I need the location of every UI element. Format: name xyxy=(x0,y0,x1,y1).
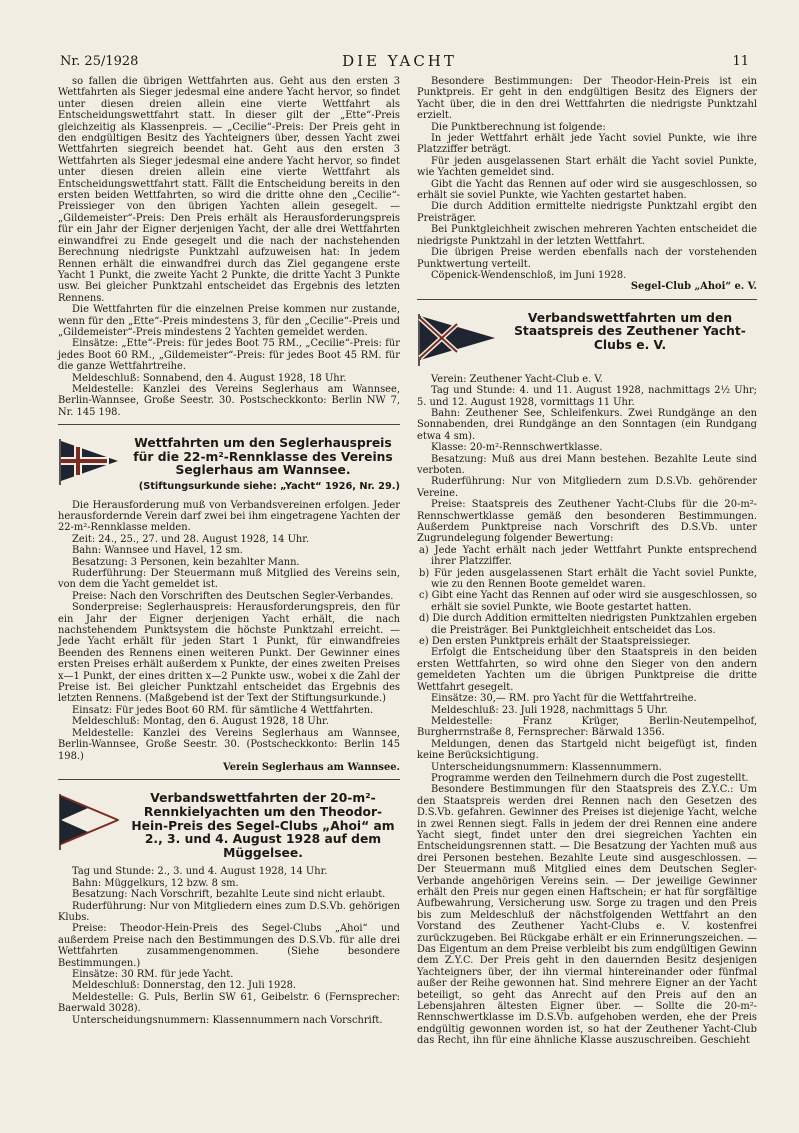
paragraph: Besondere Bestimmungen: Der Theodor-Hein-Preis ist ein Punktpreis. Er geht in den endgültigen Besitz des Eigners der Yacht über, die in den drei Wettfahrten die niedrigste Punktzahl erzielt. xyxy=(417,76,757,122)
paragraph: Zeit: 24., 25., 27. und 28. August 1928, 14 Uhr. xyxy=(72,533,310,545)
paragraph: Besatzung: 3 Personen, kein bezahlter Mann. xyxy=(72,556,300,568)
paragraph: Einsatz: Für jedes Boot 60 RM. für sämtliche 4 Wettfahrten. xyxy=(72,704,374,716)
club-burgee-icon xyxy=(417,312,497,368)
paragraph: Für jeden ausgelassenen Start erhält die Yacht soviel Punkte, wie Yachten gemeldet sind. xyxy=(417,155,757,179)
paragraph: Meldestelle: Kanzlei des Vereins Seglerhaus am Wannsee, Berlin-Wannsee, Große Seestr. 30. (Postscheckkonto: Berlin 145 198.) xyxy=(58,727,400,762)
paragraph: Bahn: Müggelkurs, 12 bzw. 8 sm. xyxy=(72,877,239,889)
paragraph: Verein: Zeuthener Yacht-Club e. V. xyxy=(431,373,603,385)
paragraph: Bahn: Zeuthener See, Schleifenkurs. Zwei Rundgänge an den Sonnabenden, drei Rundgänge an den Sonntagen (ein Rundgang etwa 4 sm). xyxy=(417,407,757,442)
divider xyxy=(58,779,400,780)
paragraph: Sonderpreise: Seglerhauspreis: Herausforderungspreis, den für ein Jahr der Eigner derjenigen Yacht erhält, die nach nachstehendem Punktsystem die höchste Punktzahl erreicht. — Jede Yacht erhält für jeden Start 1 Punkt, für einwandfreies Beenden des Rennens einen weiteren Punkt. Der Gewinner eines ersten Preises erhält außerdem x Punkte, der eines zweiten Preises x—1 Punkt, der eines dritten x—2 Punkte usw., wobei x die Zahl der Preise ist. Bei gleicher Punktzahl entscheidet das Ergebnis des letzten Rennens. (Maßgebend ist der Text der Stiftungsurkunde.) xyxy=(58,602,400,705)
paragraph: Preise: Staatspreis des Zeuthener Yacht-Clubs für die 20-m²-Rennschwertklasse gemäß den besonderen Bestimmungen. Außerdem Punktpreise nach Vorschrift des D.S.Vb. unter Zugrundelegung folgender Bewertung: xyxy=(417,499,757,545)
paragraph: Besatzung: Nach Vorschrift, bezahlte Leute sind nicht erlaubt. xyxy=(72,889,386,901)
paragraph: Ruderführung: Der Steuermann muß Mitglied des Vereins sein, von dem die Yacht gemeldet ist. xyxy=(58,568,400,591)
paragraph: Bahn: Wannsee und Havel, 12 sm. xyxy=(72,545,243,557)
paragraph: Preise: Theodor-Hein-Preis des Segel-Clubs „Ahoi“ und außerdem Preise nach den Bestimmungen des D.S.Vb. für alle drei Wettfahrten zusammengenommen. (Siehe besondere Bestimmungen.) xyxy=(58,923,400,969)
section-theodor-hein-preis xyxy=(58,792,400,860)
left-column xyxy=(58,76,400,1026)
paragraph: Einsätze: 30,— RM. pro Yacht für die Wettfahrtreihe. xyxy=(431,693,697,705)
paragraph: Meldeschluß: Montag, den 6. August 1928, 18 Uhr. xyxy=(72,716,329,728)
paragraph: Meldeschluß: Sonnabend, den 4. August 1928, 18 Uhr. xyxy=(72,372,347,384)
paragraph: Die Punktberechnung ist folgende: xyxy=(431,121,606,133)
list-item: a) Jede Yacht erhält nach jeder Wettfahrt Punkte entsprechend ihrer Platzziffer. xyxy=(419,544,757,568)
paragraph: Erfolgt die Entscheidung über den Staatspreis in den beiden ersten Wettfahrten, so wird ohne den Sieger von den andern gemeldeten Yachten um die übrigen Punktpreise die dritte Wettfahrt gesegelt. xyxy=(417,647,757,693)
section-title: Wettfahrten um den Seglerhauspreis für die 22-m²-Rennklasse des Vereins Seglerhaus am Wannsee. xyxy=(133,436,393,478)
divider xyxy=(417,299,757,300)
section-title: Verbandswettfahrten um den Staatspreis des Zeuthener Yacht-Clubs e. V. xyxy=(514,310,746,352)
paragraph: Tag und Stunde: 2., 3. und 4. August 1928, 14 Uhr. xyxy=(72,866,328,878)
paragraph: Die übrigen Preise werden ebenfalls nach der vorstehenden Punktwertung verteilt. xyxy=(417,247,757,270)
paragraph: Die Wettfahrten für die einzelnen Preise kommen nur zustande, wenn für den „Ette“-Preis mindestens 3, für den „Cecilie“-Preis und „Gildemeister“-Preis mindestens 2 Yachten gemeldet werden. xyxy=(58,304,400,338)
club-burgee-icon xyxy=(58,437,120,487)
paragraph: Besondere Bestimmungen für den Staatspreis des Z.Y.C.: Um den Staatspreis werden drei Rennen nach den Gesetzen des D.S.Vb. gefahren. Gewinner des Preises ist diejenige Yacht, welche in zwei Rennen siegt. Falls in jedem der drei Rennen eine andere Yacht siegt, findet unter den drei siegreichen Yachten ein Entscheidungsrennen statt. — Die Besatzung der Yachten muß aus drei Personen bestehen. Bezahlte Leute sind ausgeschlossen. — Der Steuermann muß Mitglied eines dem Deutschen Segler-Verbande angehörigen Vereins sein. — Der jeweilige Gewinner erhält den Preis nur gegen einen Haftschein; er hat für sorgfältige Aufbewahrung, Versicherung usw. Sorge zu tragen und den Preis bis zum Meldeschluß der nächstfolgenden Wettfahrt an den Vorstand des Zeuthener Yacht-Clubs e. V. kostenfrei zurückzugeben. Bei Rückgabe erhält er ein Erinnerungszeichen. — Das Eigentum an dem Preise verbleibt bis zum endgültigen Gewinn dem Z.Y.C. Der Preis geht in den dauernden Besitz desjenigen Yachteigners über, der ihn viermal hintereinander oder fünfmal außer der Reihe gewonnen hat. Sind mehrere Eigner an der Yacht beteiligt, so geht das Anrecht auf den Preis auf den an Lebensjahren ältesten Eigner über. — Sollte die 20-m²-Rennschwertklasse im D.S.Vb. aufgehoben werden, ehe der Preis endgültig gewonnen worden ist, so hat der Zeuthener Yacht-Club das Recht, ihn für eine ähnliche Klasse auszuschreiben. Geschieht xyxy=(417,784,757,1047)
club-burgee-icon xyxy=(58,792,120,852)
paragraph: Meldestelle: Franz Krüger, Berlin-Neutempelhof, Burgherrnstraße 8, Fernsprecher: Bärwald 1356. xyxy=(417,715,757,739)
list-item: b) Für jeden ausgelassenen Start erhält die Yacht soviel Punkte, wie zu den Rennen Boote gemeldet waren. xyxy=(419,567,757,591)
paragraph: Bei Punktgleichheit zwischen mehreren Yachten entscheidet die niedrigste Punktzahl in der letzten Wettfahrt. xyxy=(417,224,757,247)
divider xyxy=(58,424,400,425)
paragraph: Meldestelle: Kanzlei des Vereins Seglerhaus am Wannsee, Berlin-Wannsee, Große Seestr. 30. Postscheckkonto: Berlin NW 7, Nr. 145 198. xyxy=(58,383,400,418)
section-staatspreis xyxy=(417,312,757,368)
issue-number: Nr. 25/1928 xyxy=(60,54,139,69)
page-number: 11 xyxy=(732,54,749,69)
signature: Verein Seglerhaus am Wannsee. xyxy=(222,761,400,773)
section-heading xyxy=(126,437,400,493)
section-subtitle: (Stiftungsurkunde siehe: „Yacht“ 1926, Nr. 29.) xyxy=(138,480,400,492)
paragraph: Einsätze: „Ette“-Preis: für jedes Boot 75 RM., „Cecilie“-Preis: für jedes Boot 60 RM., „Gildemeister“-Preis: für jedes Boot 45 RM. für die ganze Wettfahrtreihe. xyxy=(58,338,400,373)
list-item: d) Die durch Addition ermittelten niedrigsten Punktzahlen ergeben die Preisträger. Bei Punktgleichheit entscheidet das Los. xyxy=(419,613,757,636)
list-item: e) Den ersten Punktpreis erhält der Staatspreissieger. xyxy=(419,636,691,648)
paragraph: Die durch Addition ermittelte niedrigste Punktzahl ergibt den Preisträger. xyxy=(417,201,757,224)
paragraph: Programme werden den Teilnehmern durch die Post zugestellt. xyxy=(431,772,749,784)
signature: Segel-Club „Ahoi“ e. V. xyxy=(630,281,757,293)
paragraph: Meldeschluß: Donnerstag, den 12. Juli 1928. xyxy=(72,980,297,992)
paragraph: Einsätze: 30 RM. für jede Yacht. xyxy=(72,968,234,980)
paragraph: Ruderführung: Nur von Mitgliedern eines zum D.S.Vb. gehörigen Klubs. xyxy=(58,900,400,923)
paragraph: Preise: Nach den Vorschriften des Deutschen Segler-Verbandes. xyxy=(72,590,394,602)
paragraph: Meldestelle: G. Puls, Berlin SW 61, Geibelstr. 6 (Fernsprecher: Baerwald 3028). xyxy=(58,991,400,1015)
paragraph: Besatzung: Muß aus drei Mann bestehen. Bezahlte Leute sind verboten. xyxy=(417,453,757,476)
magazine-title: DIE YACHT xyxy=(342,52,457,70)
section-title: Verbandswettfahrten der 20-m²-Rennkielyachten um den Theodor-Hein-Preis des Segel-Clubs „Ahoi“ am 2., 3. und 4. August 1928 auf dem Müggelsee. xyxy=(131,791,395,860)
paragraph: Ruderführung: Nur von Mitgliedern zum D.S.Vb. gehörender Vereine. xyxy=(417,476,757,499)
list-item: c) Gibt eine Yacht das Rennen auf oder wird sie ausgeschlossen, so erhält sie soviel Punkte, wie Boote gestartet hatten. xyxy=(419,590,757,613)
paragraph: so fallen die übrigen Wettfahrten aus. Geht aus den ersten 3 Wettfahrten als Sieger jedesmal eine andere Yacht hervor, so findet unter diesen dreien allein eine vierte Wettfahrt als Entscheidungswettfahrt statt. In dieser gilt der „Ette“-Preis gleichzeitig als Klassenpreis. — „Cecilie“-Preis: Der Preis geht in den endgültigen Besitz des Yachteigners über, dessen Yacht zwei Wettfahrten siegreich beendet hat. Geht aus den ersten 3 Wettfahrten als Sieger jedesmal eine andere Yacht hervor, so findet unter diesen dreien allein eine vierte Wettfahrt als Entscheidungswettfahrt statt. Fällt die Entscheidung bereits in den ersten beiden Wettfahrten, so wird die dritte ohne den „Cecilie“-Preissieger von den übrigen Yachten allein gesegelt. — „Gildemeister“-Preis: Den Preis erhält als Herausforderungspreis für ein Jahr der Eigner derjenigen Yacht, der alle drei Wettfahrten einwandfrei zu Ende gesegelt und die nach der nachstehenden Berechnung niedrigste Punktzahl aufzuweisen hat: In jedem Rennen erhält die einwandfrei durch das Ziel gegangene erste Yacht 1 Punkt, die zweite Yacht 2 Punkte, die dritte Yacht 3 Punkte usw. Bei gleicher Punktzahl entscheidet das Ergebnis des letzten Rennens. xyxy=(58,76,400,304)
paragraph: Klasse: 20-m²-Rennschwertklasse. xyxy=(431,442,603,454)
paragraph: Meldeschluß: 23. Juli 1928, nachmittags 5 Uhr. xyxy=(431,704,668,716)
paragraph: Gibt die Yacht das Rennen auf oder wird sie ausgeschlossen, so erhält sie soviel Punkte, wie Yachten gestartet haben. xyxy=(417,178,757,202)
paragraph: Unterscheidungsnummern: Klassennummern. xyxy=(431,761,662,773)
paragraph: Die Herausforderung muß von Verbandsvereinen erfolgen. Jeder herausfordernde Verein darf zwei bei ihm eingetragene Yachten der 22-m²-Rennklasse melden. xyxy=(58,499,400,534)
paragraph: Unterscheidungsnummern: Klassennummern nach Vorschrift. xyxy=(72,1014,383,1026)
right-column xyxy=(417,76,757,1047)
section-seglerhauspreis xyxy=(58,437,400,493)
paragraph: In jeder Wettfahrt erhält jede Yacht soviel Punkte, wie ihre Platzziffer beträgt. xyxy=(417,133,757,156)
paragraph: Meldungen, denen das Startgeld nicht beigefügt ist, finden keine Berücksichtigung. xyxy=(417,738,757,762)
paragraph: Tag und Stunde: 4. und 11. August 1928, nachmittags 2½ Uhr; 5. und 12. August 1928, vormittags 11 Uhr. xyxy=(417,385,757,408)
paragraph: Cöpenick-Wendenschloß, im Juni 1928. xyxy=(431,269,627,281)
